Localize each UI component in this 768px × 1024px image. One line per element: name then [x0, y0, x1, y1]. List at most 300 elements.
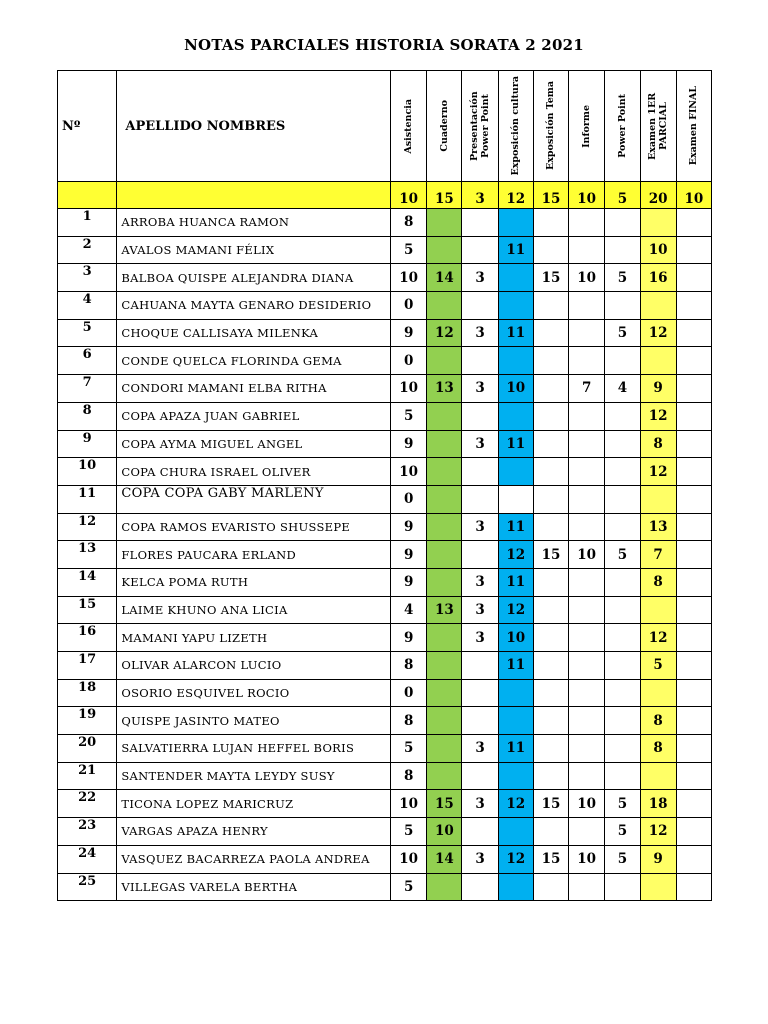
row-number: 5 — [58, 319, 117, 347]
grade-exposicion-tema — [533, 652, 568, 680]
table-row — [58, 735, 712, 763]
grade-examen-parcial — [640, 347, 676, 375]
header-exposicion-cultura: Exposición cultura — [498, 71, 533, 182]
grade-presentacion — [462, 347, 498, 375]
row-number: 8 — [58, 402, 117, 430]
student-name: COPA COPA GABY MARLENY — [117, 485, 391, 513]
grade-presentacion — [462, 679, 498, 707]
row-number: 6 — [58, 347, 117, 375]
grade-informe — [569, 596, 605, 624]
grade-informe: 10 — [569, 264, 605, 292]
table-row — [58, 264, 712, 292]
header-power-point: Power Point — [605, 71, 640, 182]
grade-informe — [569, 347, 605, 375]
grade-power-point: 5 — [605, 845, 640, 873]
grade-power-point: 5 — [605, 264, 640, 292]
grade-exposicion-cultura — [498, 402, 533, 430]
row-number: 11 — [58, 485, 117, 513]
grade-exposicion-tema — [533, 347, 568, 375]
grade-asistencia: 9 — [391, 513, 427, 541]
grade-power-point — [605, 209, 640, 237]
row-number: 10 — [58, 458, 117, 486]
student-name: VASQUEZ BACARREZA PAOLA ANDREA — [117, 845, 391, 873]
grade-cuaderno — [427, 735, 462, 763]
grade-exposicion-tema — [533, 679, 568, 707]
grade-exposicion-cultura: 10 — [498, 624, 533, 652]
header-examen-final: Examen FINAL — [676, 71, 711, 182]
grade-cuaderno: 14 — [427, 845, 462, 873]
grade-presentacion — [462, 402, 498, 430]
grade-examen-parcial: 12 — [640, 319, 676, 347]
grade-presentacion: 3 — [462, 790, 498, 818]
grade-exposicion-cultura: 12 — [498, 790, 533, 818]
header-exposicion-tema: Exposición Tema — [533, 71, 568, 182]
table-row — [58, 818, 712, 846]
grade-examen-parcial — [640, 596, 676, 624]
grade-informe — [569, 624, 605, 652]
grade-power-point — [605, 652, 640, 680]
grade-examen-parcial: 10 — [640, 236, 676, 264]
grade-examen-parcial: 8 — [640, 430, 676, 458]
grade-examen-parcial: 12 — [640, 458, 676, 486]
grade-power-point — [605, 513, 640, 541]
grade-informe — [569, 292, 605, 320]
grade-examen-parcial: 8 — [640, 707, 676, 735]
row-number: 7 — [58, 375, 117, 403]
grade-exposicion-tema — [533, 458, 568, 486]
header-examen-parcial: Examen 1ER PARCIAL — [640, 71, 676, 182]
grade-examen-parcial — [640, 873, 676, 901]
header-cuaderno: Cuaderno — [427, 71, 462, 182]
grade-asistencia: 5 — [391, 873, 427, 901]
row-number: 13 — [58, 541, 117, 569]
grade-examen-final — [676, 430, 711, 458]
grade-examen-final — [676, 762, 711, 790]
student-name: COPA RAMOS EVARISTO SHUSSEPE — [117, 513, 391, 541]
student-name: SANTENDER MAYTA LEYDY SUSY — [117, 762, 391, 790]
grade-examen-parcial: 13 — [640, 513, 676, 541]
grade-cuaderno — [427, 209, 462, 237]
grade-informe: 7 — [569, 375, 605, 403]
grade-asistencia: 8 — [391, 652, 427, 680]
header-informe: Informe — [569, 71, 605, 182]
grade-examen-final — [676, 375, 711, 403]
row-number: 2 — [58, 236, 117, 264]
grade-asistencia: 10 — [391, 264, 427, 292]
grade-power-point — [605, 707, 640, 735]
grade-informe — [569, 458, 605, 486]
grade-asistencia: 0 — [391, 485, 427, 513]
row-number: 18 — [58, 679, 117, 707]
grade-examen-parcial: 5 — [640, 652, 676, 680]
grade-examen-final — [676, 568, 711, 596]
grade-asistencia: 0 — [391, 292, 427, 320]
max-score: 12 — [498, 182, 533, 209]
header-row — [58, 71, 712, 182]
grade-exposicion-tema: 15 — [533, 541, 568, 569]
grade-examen-final — [676, 707, 711, 735]
grade-exposicion-cultura: 11 — [498, 652, 533, 680]
grade-exposicion-cultura — [498, 347, 533, 375]
max-score: 20 — [640, 182, 676, 209]
grade-informe — [569, 402, 605, 430]
grade-exposicion-tema — [533, 762, 568, 790]
grade-cuaderno — [427, 707, 462, 735]
grade-examen-final — [676, 485, 711, 513]
student-name: FLORES PAUCARA ERLAND — [117, 541, 391, 569]
grade-cuaderno: 13 — [427, 596, 462, 624]
grade-exposicion-tema: 15 — [533, 264, 568, 292]
grade-exposicion-cultura: 11 — [498, 513, 533, 541]
grade-exposicion-cultura — [498, 873, 533, 901]
grade-examen-final — [676, 236, 711, 264]
grade-asistencia: 9 — [391, 568, 427, 596]
grade-examen-final — [676, 596, 711, 624]
grade-asistencia: 5 — [391, 402, 427, 430]
row-number: 16 — [58, 624, 117, 652]
grade-examen-final — [676, 652, 711, 680]
max-blank — [58, 182, 117, 209]
grade-presentacion — [462, 458, 498, 486]
row-number: 15 — [58, 596, 117, 624]
grade-exposicion-cultura: 12 — [498, 845, 533, 873]
grade-cuaderno: 12 — [427, 319, 462, 347]
grade-examen-final — [676, 319, 711, 347]
grade-exposicion-tema — [533, 707, 568, 735]
grade-examen-parcial: 8 — [640, 568, 676, 596]
grade-presentacion: 3 — [462, 264, 498, 292]
student-name: LAIME KHUNO ANA LICIA — [117, 596, 391, 624]
grade-cuaderno — [427, 873, 462, 901]
grade-cuaderno: 13 — [427, 375, 462, 403]
grade-examen-final — [676, 292, 711, 320]
grade-examen-parcial: 9 — [640, 375, 676, 403]
grade-examen-parcial: 12 — [640, 818, 676, 846]
grade-presentacion: 3 — [462, 513, 498, 541]
grade-examen-parcial: 12 — [640, 402, 676, 430]
grade-asistencia: 10 — [391, 458, 427, 486]
grade-informe — [569, 762, 605, 790]
grade-power-point — [605, 568, 640, 596]
grade-exposicion-tema — [533, 568, 568, 596]
header-number: Nº — [58, 71, 117, 182]
grade-exposicion-cultura — [498, 679, 533, 707]
grade-informe — [569, 319, 605, 347]
row-number: 1 — [58, 209, 117, 237]
grade-examen-parcial: 12 — [640, 624, 676, 652]
student-name: KELCA POMA RUTH — [117, 568, 391, 596]
grade-presentacion: 3 — [462, 319, 498, 347]
grade-exposicion-tema — [533, 513, 568, 541]
grade-exposicion-cultura — [498, 292, 533, 320]
student-name: CONDORI MAMANI ELBA RITHA — [117, 375, 391, 403]
max-score: 3 — [462, 182, 498, 209]
grade-power-point — [605, 735, 640, 763]
grade-power-point: 5 — [605, 790, 640, 818]
grade-informe — [569, 209, 605, 237]
grade-informe — [569, 679, 605, 707]
grade-power-point — [605, 458, 640, 486]
grade-cuaderno — [427, 236, 462, 264]
table-row — [58, 209, 712, 237]
grade-asistencia: 8 — [391, 762, 427, 790]
grade-presentacion — [462, 818, 498, 846]
grade-asistencia: 10 — [391, 375, 427, 403]
grade-exposicion-cultura — [498, 264, 533, 292]
grade-asistencia: 9 — [391, 430, 427, 458]
grade-exposicion-cultura: 12 — [498, 541, 533, 569]
row-number: 21 — [58, 762, 117, 790]
grade-examen-final — [676, 402, 711, 430]
grade-power-point — [605, 485, 640, 513]
grade-exposicion-tema: 15 — [533, 790, 568, 818]
grade-examen-parcial: 18 — [640, 790, 676, 818]
grade-asistencia: 0 — [391, 679, 427, 707]
grade-exposicion-cultura — [498, 818, 533, 846]
grade-power-point: 4 — [605, 375, 640, 403]
table-row — [58, 513, 712, 541]
grade-exposicion-cultura: 10 — [498, 375, 533, 403]
grade-asistencia: 9 — [391, 541, 427, 569]
table-row — [58, 873, 712, 901]
grade-exposicion-cultura — [498, 485, 533, 513]
grade-power-point — [605, 873, 640, 901]
grade-cuaderno — [427, 541, 462, 569]
row-number: 9 — [58, 430, 117, 458]
grade-presentacion — [462, 762, 498, 790]
table-row — [58, 430, 712, 458]
grade-exposicion-cultura — [498, 762, 533, 790]
grade-presentacion: 3 — [462, 596, 498, 624]
student-name: VARGAS APAZA HENRY — [117, 818, 391, 846]
grade-examen-final — [676, 818, 711, 846]
max-score: 10 — [391, 182, 427, 209]
student-name: OLIVAR ALARCON LUCIO — [117, 652, 391, 680]
grade-cuaderno — [427, 513, 462, 541]
grade-cuaderno: 10 — [427, 818, 462, 846]
grade-asistencia: 10 — [391, 845, 427, 873]
grade-asistencia: 9 — [391, 319, 427, 347]
table-row — [58, 568, 712, 596]
grade-exposicion-tema — [533, 624, 568, 652]
grade-examen-parcial: 8 — [640, 735, 676, 763]
grade-power-point: 5 — [605, 541, 640, 569]
student-name: QUISPE JASINTO MATEO — [117, 707, 391, 735]
table-row — [58, 652, 712, 680]
row-number: 25 — [58, 873, 117, 901]
grade-cuaderno — [427, 652, 462, 680]
max-score: 10 — [569, 182, 605, 209]
grade-asistencia: 8 — [391, 707, 427, 735]
grade-cuaderno — [427, 292, 462, 320]
grade-informe — [569, 873, 605, 901]
student-name: COPA AYMA MIGUEL ANGEL — [117, 430, 391, 458]
grade-cuaderno: 14 — [427, 264, 462, 292]
table-row — [58, 485, 712, 513]
grade-cuaderno — [427, 347, 462, 375]
grade-presentacion — [462, 707, 498, 735]
table-row — [58, 845, 712, 873]
grade-power-point — [605, 347, 640, 375]
grade-examen-final — [676, 264, 711, 292]
header-name: APELLIDO NOMBRES — [117, 71, 391, 182]
student-name: COPA APAZA JUAN GABRIEL — [117, 402, 391, 430]
max-score-row — [58, 182, 712, 209]
student-name: COPA CHURA ISRAEL OLIVER — [117, 458, 391, 486]
grade-presentacion — [462, 873, 498, 901]
grade-informe — [569, 236, 605, 264]
grade-informe — [569, 818, 605, 846]
grade-power-point — [605, 236, 640, 264]
grade-informe — [569, 735, 605, 763]
grade-asistencia: 10 — [391, 790, 427, 818]
grade-exposicion-tema — [533, 735, 568, 763]
max-score: 15 — [427, 182, 462, 209]
grade-exposicion-tema — [533, 596, 568, 624]
grade-examen-final — [676, 347, 711, 375]
grade-cuaderno — [427, 430, 462, 458]
grade-presentacion: 3 — [462, 375, 498, 403]
grade-examen-final — [676, 845, 711, 873]
grade-power-point — [605, 430, 640, 458]
grade-examen-parcial — [640, 762, 676, 790]
grade-presentacion: 3 — [462, 845, 498, 873]
header-asistencia: Asistencia — [391, 71, 427, 182]
grade-exposicion-cultura: 11 — [498, 430, 533, 458]
row-number: 22 — [58, 790, 117, 818]
max-score: 5 — [605, 182, 640, 209]
grade-asistencia: 0 — [391, 347, 427, 375]
grade-examen-parcial — [640, 679, 676, 707]
row-number: 14 — [58, 568, 117, 596]
grade-informe — [569, 430, 605, 458]
grade-presentacion — [462, 209, 498, 237]
grade-presentacion — [462, 541, 498, 569]
row-number: 17 — [58, 652, 117, 680]
table-row — [58, 596, 712, 624]
max-score: 10 — [676, 182, 711, 209]
table-row — [58, 319, 712, 347]
max-blank — [117, 182, 391, 209]
student-name: SALVATIERRA LUJAN HEFFEL BORIS — [117, 735, 391, 763]
grade-informe — [569, 513, 605, 541]
student-name: AVALOS MAMANI FÉLIX — [117, 236, 391, 264]
grade-power-point — [605, 596, 640, 624]
grade-presentacion: 3 — [462, 735, 498, 763]
grade-cuaderno — [427, 458, 462, 486]
table-row — [58, 541, 712, 569]
table-row — [58, 236, 712, 264]
grade-asistencia: 9 — [391, 624, 427, 652]
grade-asistencia: 5 — [391, 818, 427, 846]
table-row — [58, 790, 712, 818]
grade-power-point — [605, 292, 640, 320]
grade-exposicion-cultura: 11 — [498, 319, 533, 347]
grade-power-point — [605, 679, 640, 707]
student-name: CONDE QUELCA FLORINDA GEMA — [117, 347, 391, 375]
grade-informe: 10 — [569, 790, 605, 818]
student-name: VILLEGAS VARELA BERTHA — [117, 873, 391, 901]
row-number: 19 — [58, 707, 117, 735]
table-row — [58, 292, 712, 320]
grade-informe — [569, 707, 605, 735]
grade-presentacion — [462, 485, 498, 513]
grade-exposicion-tema: 15 — [533, 845, 568, 873]
grades-table — [57, 70, 712, 901]
grade-exposicion-tema — [533, 873, 568, 901]
grade-examen-parcial: 7 — [640, 541, 676, 569]
grade-presentacion — [462, 292, 498, 320]
grade-presentacion — [462, 652, 498, 680]
grade-exposicion-cultura — [498, 209, 533, 237]
student-name: BALBOA QUISPE ALEJANDRA DIANA — [117, 264, 391, 292]
student-name: ARROBA HUANCA RAMON — [117, 209, 391, 237]
grade-cuaderno: 15 — [427, 790, 462, 818]
grade-exposicion-tema — [533, 236, 568, 264]
grade-examen-final — [676, 458, 711, 486]
row-number: 4 — [58, 292, 117, 320]
grade-examen-parcial — [640, 209, 676, 237]
grade-exposicion-tema — [533, 430, 568, 458]
grade-informe: 10 — [569, 541, 605, 569]
grade-cuaderno — [427, 762, 462, 790]
grade-asistencia: 5 — [391, 735, 427, 763]
grade-exposicion-cultura: 11 — [498, 236, 533, 264]
row-number: 3 — [58, 264, 117, 292]
grade-exposicion-tema — [533, 209, 568, 237]
grade-examen-parcial — [640, 485, 676, 513]
grade-examen-final — [676, 735, 711, 763]
grade-informe: 10 — [569, 845, 605, 873]
table-row — [58, 762, 712, 790]
grade-power-point — [605, 762, 640, 790]
max-score: 15 — [533, 182, 568, 209]
grade-presentacion: 3 — [462, 624, 498, 652]
grade-exposicion-tema — [533, 485, 568, 513]
grade-power-point: 5 — [605, 818, 640, 846]
grade-exposicion-tema — [533, 292, 568, 320]
grade-asistencia: 4 — [391, 596, 427, 624]
student-name: TICONA LOPEZ MARICRUZ — [117, 790, 391, 818]
grade-informe — [569, 652, 605, 680]
grade-cuaderno — [427, 624, 462, 652]
grade-examen-final — [676, 790, 711, 818]
grade-power-point — [605, 624, 640, 652]
grade-asistencia: 8 — [391, 209, 427, 237]
grade-cuaderno — [427, 568, 462, 596]
grade-exposicion-tema — [533, 375, 568, 403]
grade-exposicion-cultura: 11 — [498, 568, 533, 596]
grade-exposicion-tema — [533, 818, 568, 846]
grade-exposicion-tema — [533, 319, 568, 347]
grade-exposicion-cultura: 12 — [498, 596, 533, 624]
grade-examen-final — [676, 624, 711, 652]
student-name: CAHUANA MAYTA GENARO DESIDERIO — [117, 292, 391, 320]
grade-cuaderno — [427, 485, 462, 513]
grade-exposicion-tema — [533, 402, 568, 430]
grade-exposicion-cultura — [498, 707, 533, 735]
table-row — [58, 347, 712, 375]
table-row — [58, 679, 712, 707]
grade-examen-final — [676, 541, 711, 569]
grade-examen-final — [676, 513, 711, 541]
grade-cuaderno — [427, 402, 462, 430]
row-number: 24 — [58, 845, 117, 873]
grade-exposicion-cultura — [498, 458, 533, 486]
grade-examen-final — [676, 679, 711, 707]
grade-exposicion-cultura: 11 — [498, 735, 533, 763]
table-row — [58, 402, 712, 430]
